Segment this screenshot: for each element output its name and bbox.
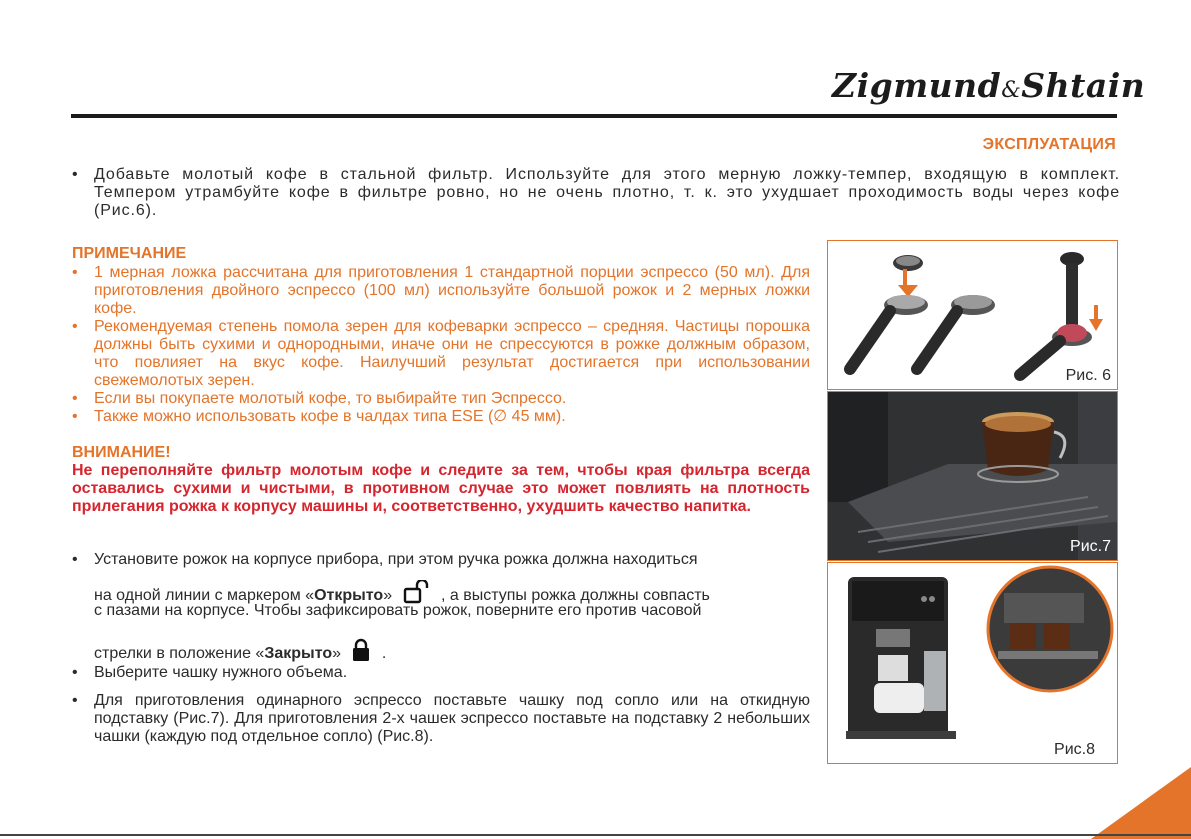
brand-logo: Zigmund&Shtain [832, 66, 1146, 105]
step-select-cup: • Выберите чашку нужного объема. [72, 664, 348, 681]
footer-divider [0, 834, 1191, 836]
list-item: • 1 мерная ложка рассчитана для приготовления 1 стандартной порции эспрессо (50 мл). Для приготовления двойного эспрессо (100 мл) используйте большой рожок и 2 мерных ложки кофе. [72, 264, 810, 317]
espresso-cup-photo [828, 392, 1117, 560]
figure-8 [827, 562, 1118, 764]
figure-6-caption: Рис. 6 [1065, 367, 1111, 384]
figure-7 [827, 391, 1118, 561]
list-item: • Рекомендуемая степень помола зерен для кофеварки эспрессо – средняя. Частицы порошка должны быть сухими и однородными, иначе они не спрессуются в рожке должным образом, что повлияет на вкус кофе. Наилучший результат достигается при использовании свежемолотых зерен. [72, 318, 810, 389]
figure-7-caption: Рис.7 [1070, 538, 1111, 555]
two-cups-photo [828, 563, 1117, 763]
lock-icon [351, 638, 371, 667]
figure-8-caption: Рис.8 [1054, 741, 1095, 758]
header-divider [71, 114, 1117, 118]
corner-decoration [1091, 767, 1191, 839]
step-install-holder: • Установите рожок на корпусе прибора, при этом ручка рожка должна находиться [72, 551, 698, 568]
step-install-line3: с пазами на корпусе. Чтобы зафиксировать рожок, поверните его против часовой [94, 602, 702, 619]
step-install-line2: на одной линии с маркером «Открыто» , а выступы рожка должны совпасть [94, 580, 810, 609]
warning-text: Не переполняйте фильтр молотым кофе и следите за тем, чтобы края фильтра всегда оставались сухими и чистыми, в противном случае это может повлиять на плотность прилегания рожка к корпусу машины и, соответственно, ухудшить качество напитка. [72, 462, 810, 515]
note-list [72, 264, 810, 426]
figure-6 [827, 240, 1118, 390]
list-item: • Также можно использовать кофе в чалдах типа ESE (∅ 45 мм). [72, 408, 566, 425]
step-install-line4: стрелки в положение «Закрыто» . [94, 638, 810, 667]
section-title: ЭКСПЛУАТАЦИЯ [982, 136, 1116, 153]
warning-title: ВНИМАНИЕ! [72, 444, 171, 461]
note-title: ПРИМЕЧАНИЕ [72, 245, 187, 262]
intro-paragraph: • Добавьте молотый кофе в стальной фильтр. Используйте для этого мерную ложку-темпер, входящую в комплект. Темпером утрамбуйте кофе в фильтре ровно, но не очень плотно, т. к. это ухудшает проходимость воды через кофе (Рис.6). [72, 166, 1120, 219]
step-place-cup: • Для приготовления одинарного эспрессо поставьте чашку под сопло или на откидную подставку (Рис.7). Для приготовления 2-х чашек эспрессо поставьте на подставку 2 небольших чашки (каждую под отдельное сопло) (Рис.8). [72, 692, 810, 745]
list-item: • Если вы покупаете молотый кофе, то выбирайте тип Эспрессо. [72, 390, 567, 407]
